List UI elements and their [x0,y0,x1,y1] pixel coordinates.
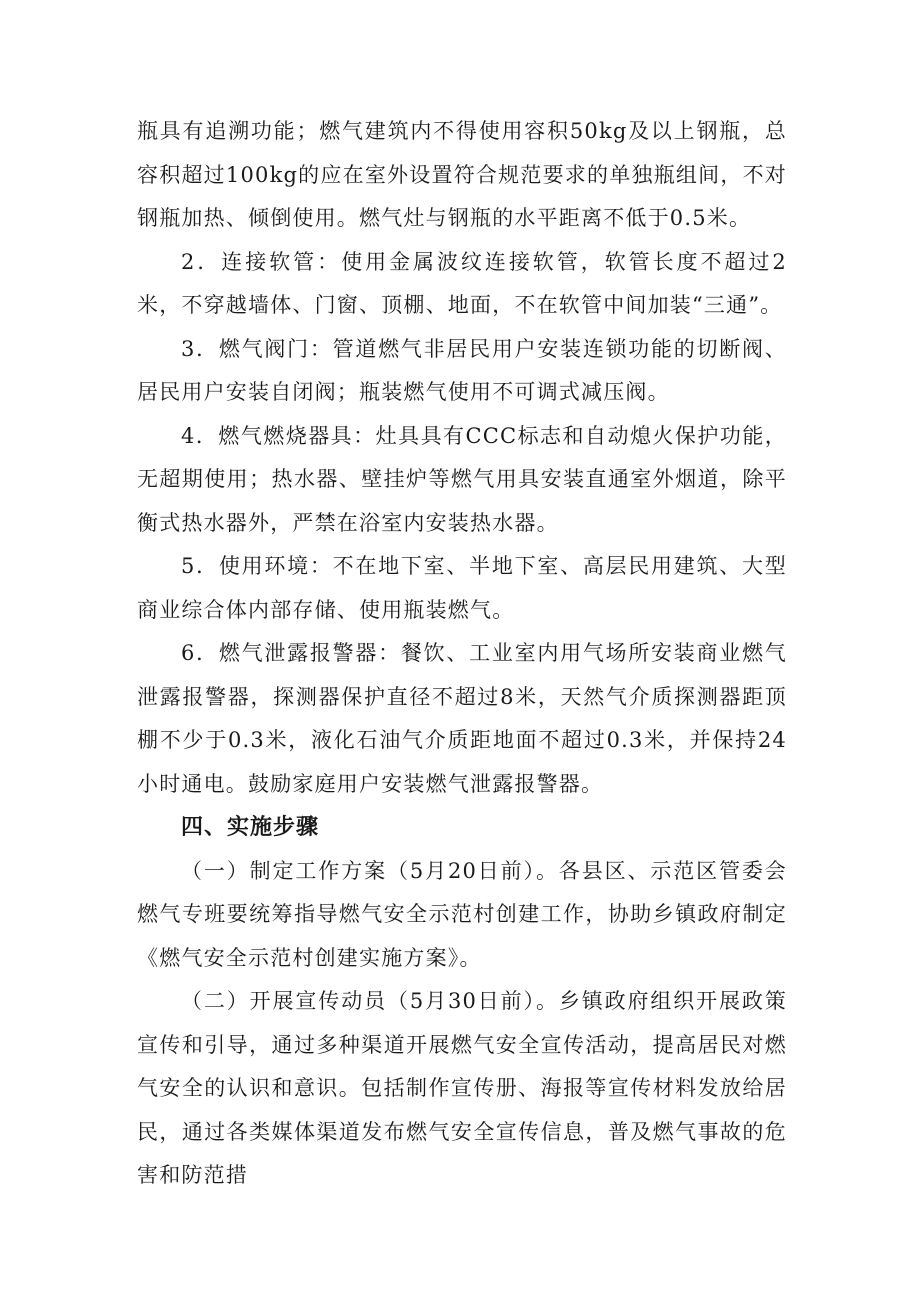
paragraph-connecting-hose: 2．连接软管：使用金属波纹连接软管，软管长度不超过2米，不穿越墙体、门窗、顶棚、地面，不在软管中间加装“三通”。 [137,249,787,317]
document-body [137,110,787,1198]
paragraph-usage-environment: 5．使用环境：不在地下室、半地下室、高层民用建筑、大型商业综合体内部存储、使用瓶装燃气。 [137,554,787,622]
section-heading-implementation-steps: 四、实施步骤 [181,815,320,840]
paragraph-bottle-traceability: 瓶具有追溯功能；燃气建筑内不得使用容积50kg及以上钢瓶，总容积超过100kg的应在室外设置符合规范要求的单独瓶组间，不对钢瓶加热、倾倒使用。燃气灶与钢瓶的水平距离不低于0.5米。 [137,119,787,230]
paragraph-step-work-plan: （一）制定工作方案（5月20日前）。各县区、示范区管委会燃气专班要统筹指导燃气安全示范村创建工作，协助乡镇政府制定《燃气安全示范村创建实施方案》。 [137,858,787,970]
paragraph-gas-appliances: 4．燃气燃烧器具：灶具具有CCC标志和自动熄火保护功能，无超期使用；热水器、壁挂炉等燃气用具安装直通室外烟道，除平衡式热水器外，严禁在浴室内安装热水器。 [137,423,787,535]
paragraph-step-publicity: （二）开展宣传动员（5月30日前）。乡镇政府组织开展政策宣传和引导，通过多种渠道开展燃气安全宣传活动，提高居民对燃气安全的认识和意识。包括制作宣传册、海报等宣传材料发放给居民，通过各类媒体渠道发布燃气安全宣传信息，普及燃气事故的危害和防范措 [137,989,787,1187]
paragraph-leak-alarm: 6．燃气泄露报警器：餐饮、工业室内用气场所安装商业燃气泄露报警器，探测器保护直径不超过8米，天然气介质探测器距顶棚不少于0.3米，液化石油气介质距地面不超过0.3米，并保持24小时通电。鼓励家庭用户安装燃气泄露报警器。 [137,641,787,796]
paragraph-gas-valve: 3．燃气阀门：管道燃气非居民用户安装连锁功能的切断阀、居民用户安装自闭阀；瓶装燃气使用不可调式减压阀。 [137,336,787,404]
